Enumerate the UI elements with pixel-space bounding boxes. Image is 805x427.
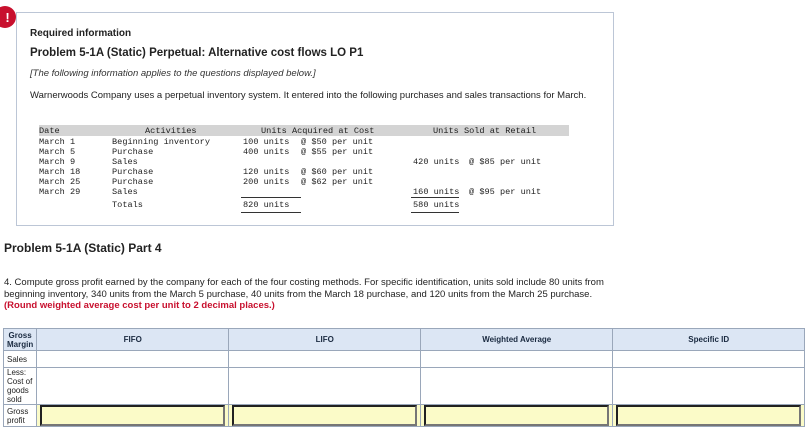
header-units-acquired: Units Acquired at Cost [261,126,375,136]
cogs-weighted-input[interactable] [424,379,609,393]
row-acq-cost: @ $55 per unit [301,147,374,157]
alert-icon: ! [0,6,16,28]
question-rounding-note: (Round weighted average cost per unit to 2 decimal places.) [4,300,275,312]
row-date: March 1 [39,137,76,147]
cogs-weighted-cell[interactable] [421,368,613,405]
table-row [4,405,805,427]
header-weighted-average: Weighted Average [421,329,613,351]
row-activity: Purchase [112,167,154,177]
table-header-row [4,329,805,351]
cogs-fifo-cell[interactable] [37,368,229,405]
sales-specific-input[interactable] [616,352,801,366]
problem-description: Warnerwoods Company uses a perpetual inventory system. It entered into the following purchases and sales transactions for March. [30,90,587,101]
header-activities: Activities [145,126,197,136]
row-sold-price: @ $95 per unit [469,187,542,197]
row-acq-units: 200 units [243,177,290,187]
cogs-specific-input[interactable] [616,379,801,393]
row-activity: Sales [112,187,138,197]
row-date: March 18 [39,167,81,177]
header-lifo: LIFO [229,329,421,351]
row-acq-cost: @ $60 per unit [301,167,374,177]
row-acq-units: 100 units [243,137,290,147]
header-gross-margin: Gross Margin [4,329,37,351]
required-info-panel [16,12,614,226]
gp-fifo-input[interactable] [40,405,225,426]
sales-specific-cell[interactable] [613,351,805,368]
totals-acquired: 820 units [243,200,290,210]
row-sold-units: 160 units [413,187,460,197]
acquired-total-rule [241,197,301,198]
part-title: Problem 5-1A (Static) Part 4 [4,241,162,255]
sales-weighted-cell[interactable] [421,351,613,368]
row-activity: Purchase [112,177,154,187]
row-label-cogs: Less: Cost of goods sold [4,368,37,405]
row-label-sales: Sales [4,351,37,368]
header-date: Date [39,126,60,136]
row-activity: Purchase [112,147,154,157]
gp-lifo-cell[interactable] [229,405,421,427]
row-acq-units: 120 units [243,167,290,177]
table-row [4,368,805,405]
sold-total-rule [411,197,459,198]
header-fifo: FIFO [37,329,229,351]
totals-label: Totals [112,200,143,210]
sold-total-underline [411,212,459,213]
row-acq-cost: @ $62 per unit [301,177,374,187]
row-activity: Beginning inventory [112,137,210,147]
required-info-label: Required information [30,28,132,39]
totals-sold: 580 units [413,200,460,210]
info-note: [The following information applies to the questions displayed below.] [30,68,316,79]
problem-title: Problem 5-1A (Static) Perpetual: Alternative cost flows LO P1 [30,47,364,59]
row-date: March 25 [39,177,81,187]
header-units-sold: Units Sold at Retail [433,126,537,136]
sales-weighted-input[interactable] [424,352,609,366]
question-text [4,277,610,312]
acquired-total-underline [241,212,301,213]
sales-lifo-cell[interactable] [229,351,421,368]
row-date: March 9 [39,157,76,167]
row-acq-units: 400 units [243,147,290,157]
header-specific-id: Specific ID [613,329,805,351]
cogs-lifo-input[interactable] [232,379,417,393]
question-body: 4. Compute gross profit earned by the company for each of the four costing methods. For specific identification, units sold include 80 units from beginning inventory, 340 units from the March 5 purchase, 40 units from the March 18 purchase, and 120 units from the March 25 purchase. [4,277,604,300]
gp-specific-cell[interactable] [613,405,805,427]
gp-fifo-cell[interactable] [37,405,229,427]
cogs-fifo-input[interactable] [40,379,225,393]
gp-weighted-input[interactable] [424,405,609,426]
cogs-specific-cell[interactable] [613,368,805,405]
row-acq-cost: @ $50 per unit [301,137,374,147]
cogs-lifo-cell[interactable] [229,368,421,405]
row-sold-price: @ $85 per unit [469,157,542,167]
sales-fifo-input[interactable] [40,352,225,366]
table-row [4,351,805,368]
gp-specific-input[interactable] [616,405,801,426]
gp-weighted-cell[interactable] [421,405,613,427]
row-activity: Sales [112,157,138,167]
row-date: March 29 [39,187,81,197]
row-label-gross-profit: Gross profit [4,405,37,427]
gross-margin-table [3,328,805,427]
row-sold-units: 420 units [413,157,460,167]
sales-fifo-cell[interactable] [37,351,229,368]
row-date: March 5 [39,147,76,157]
gp-lifo-input[interactable] [232,405,417,426]
sales-lifo-input[interactable] [232,352,417,366]
